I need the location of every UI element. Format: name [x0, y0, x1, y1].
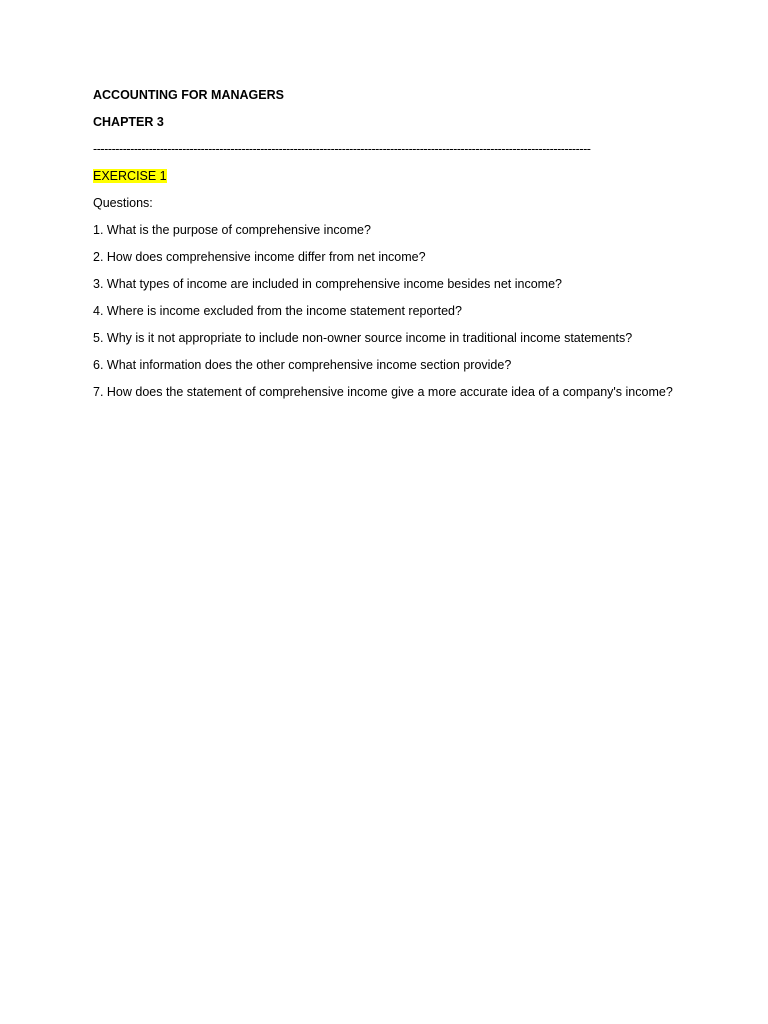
- course-title: ACCOUNTING FOR MANAGERS: [93, 88, 284, 102]
- question-item: 4. Where is income excluded from the income statement reported?: [93, 304, 462, 318]
- exercise-label: EXERCISE 1: [93, 169, 167, 183]
- document-page: [93, 86, 673, 410]
- separator-line: --------------------------------------------------------------------------------------------------------------------------------------: [93, 142, 591, 156]
- exercise-label-row: [93, 167, 673, 185]
- chapter-heading: CHAPTER 3: [93, 115, 164, 129]
- question-item: 1. What is the purpose of comprehensive income?: [93, 223, 371, 237]
- question-item: 2. How does comprehensive income differ from net income?: [93, 250, 426, 264]
- question-item: 7. How does the statement of comprehensive income give a more accurate idea of a company's income?: [93, 385, 673, 399]
- question-item: 5. Why is it not appropriate to include non-owner source income in traditional income statements?: [93, 331, 633, 345]
- question-item: 3. What types of income are included in comprehensive income besides net income?: [93, 277, 563, 291]
- questions-heading: Questions:: [93, 196, 153, 210]
- question-list: [93, 221, 673, 401]
- question-item: 6. What information does the other comprehensive income section provide?: [93, 358, 512, 372]
